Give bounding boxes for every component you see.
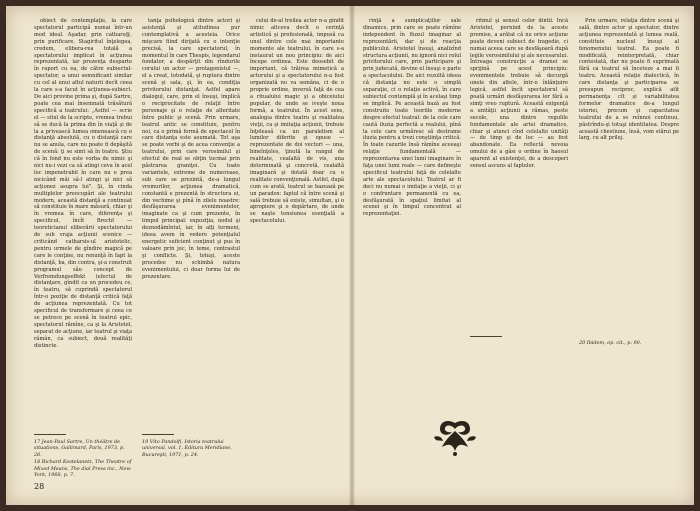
column-text: celui de-al treilea actor n-a gîndit nimic altceva decît o cerinţă artistică şi profesională, impusă ca unul dintre cele mai importante momente ale teatrului, în care s-a instaurat un nou principiu: de aici începe ordinea. Este deosebit de important, că trăirea mimetică a actorului şi a spectatorului n-a fost organizată nu va semăna, ci de o proprie ordine, inversă faţă de cea a ritualului magic şi a obiceiului popular, de unde se iveşte noua formă, a teatrului. În acest sens, analogia dintre teatru şi realitatea vieţii, ca şi imitaţia acţiunii, trebuie înţeleasă ca un paralelism al lumilor diferite şi opuse — reprezentate de doi vectori — una, bineînţeles, ţinută la rangul de realitate, cealaltă de vis, una determinată şi concretă, cealaltă imaginară şi dotată doar cu o realitate convenţională. Astfel, după cum se arată, teatrul se bazează pe un paradox: faptul că între scenă şi sală trebuie să existe, simultan, şi o apropiere şi o depărtare, de unde se naşte tensiunea esenţială a spectacolului. <box>250 18 344 225</box>
book-spread <box>6 6 694 505</box>
text-column-4 <box>363 18 461 418</box>
column-text: ritmul şi sensul celor dintîi. Încă Aristotel, pornind de la aceste premise, a arătat că nu orice acţiune poate deveni subiect de tragedie, ci numai aceea care se desfăşoară după legile verosimilului şi ale necesarului. Întreaga construcţie a dramei se sprijină pe acest principiu: evenimentele trebuie să decurgă unele din altele, într-o înlănţuire logică, astfel încît spectatorul să poată urmări desfăşurarea lor fără a simţi vreo ruptură. Această exigenţă a unităţii acţiunii a rămas, peste secole, una dintre regulile fundamentale ale artei dramatice, chiar şi atunci cînd celelalte unităţi — de timp şi de loc — au fost abandonate. Ea reflectă nevoia omului de a găsi o ordine în haosul aparent al existenţei, de a descoperi sensul ascuns al faptelor. <box>470 18 568 170</box>
footnote: 17 Jean-Paul Sartre, Un théâtre de situations, Gallimard, Paris, 1973, p. 26. <box>34 439 125 458</box>
text-column-6 <box>579 18 679 336</box>
text-column-2 <box>142 18 240 428</box>
footnote: 19 Vito Pandolfi, Istoria teatrului universal, vol. 1, Editura Meridiane, Bucureşti, 1971, p. 24. <box>142 439 232 458</box>
page-number: 28 <box>34 482 45 491</box>
text-column-3 <box>250 18 344 418</box>
footnotes-middle <box>142 439 240 459</box>
footnotes-right <box>579 340 679 347</box>
text-column-1 <box>34 18 132 428</box>
column-text: tanţa psihologică dintre actori şi asistenţă şi atitudinea pur contemplativă a acesteia. Orice mişcare fiind dirijată cu o intenţie precisă, la care spectatorul, în momentul în care Thespis, legendarul fondator, a despărţit din rîndurile corului un actor — protagonistul —, el a creat, totodată, şi ruptura dintre scenă şi sala, şi, în ea, condiţia privitorului distanţat. Astfel apare dialogul, care, prin el însuşi, implică o reciprocitate de relaţii între personaje şi o relaţie de alteritate între public şi scenă. Prin urmare, teatrul antic se constituie, pentru noi, ca o primă formă de spectacol în care distanţa este asumată. Tot aşa se poate vorbi şi de acea convenţie a teatrului, prin care verosimilul şi efectul de real se obţin tocmai prin păstrarea graniţei. Cu toate variantele, extreme de numeroase, sub care se prezintă, de-a lungul vremurilor, acţiunea dramatică, constantă e prezentă în structura ei, din vechime şi pînă în zilele noastre: desfăşurarea evenimentelor, imaginate ca şi cum prezente, în timpul principal: expoziţia, nodul şi deznodămîntul, iar, în alţi termeni, ideea avem în vedere potenţialul energetic suficient conţinut şi pus în valoare prin joc, în teme, contrastul şi conflicte. Şi, totuşi, aceste procedee nu schimbă natura evenimentului, ci doar forma lui de prezentare. <box>142 18 240 280</box>
footnote-rule <box>470 336 502 337</box>
book-gutter <box>349 6 355 505</box>
column-text: Prin urmare, relaţia dintre scenă şi sală, dintre actor şi spectator, dintre acţiunea reprezentată şi lumea reală, constituie nucleul însuşi al fenomenului teatral. Ea poate fi modificată, reinterpretată, chiar contestată, dar nu poate fi suprimată fără ca teatrul să înceteze a mai fi teatru. Această relaţie dialectică, în care distanţa şi participarea se presupun reciproc, explică atît permanenţa cît şi variabilitatea formelor dramatice de-a lungul istoriei, precum şi capacitatea teatrului de a se reînnoi continuu, păstrîndu-şi totuşi identitatea. Despre această chestiune, însă, vom stărui pe larg, cu alt prilej. <box>579 18 679 142</box>
footnotes-left <box>34 439 132 479</box>
flourish-ornament-icon <box>428 417 482 457</box>
column-text: obiect de contemplaţie, la care spectatorul participă numai într-un mod ideal. Aşadar, prin cathars@, prin purificare, Stagiritul înţelegea, credem, elibera-rea totală a spectatorului implicat în acţiunea reprezentată, iar prezenţa desparte în raport cu ea, de către subiectul-spectator, a unui semnificant similar cu cel al unui altul naturii decît ceea la care s-a facut în acţiunea-subiect. De aici provine prima şi, după Sartre, poate cea mai însemnată trăsătură specifică a teatrului: „Astfel — scrie el — situl de la scripte, vremea trebui să se ducă la prima din în viaţă şi de la a privească lumea omenească cu o distanţă absolută, cu o distanţă care nu se anula, care nu poate fi depăşită de scenă: ţi se simt să în teatru. Ştiu că în fond nu este vorba de nimic şi nici nu-i vezi ca să atingi ceva în acel loc impenetrabil în care nu e prea nicicând măi să-l atingi şi nici să acţionez asupra lui". Şi, în cinda multiplelor preocupări ale teatrului modern, această distanţă a continuat să constituie în mare măsură, chiar şi în vremea în care, diferenţa şi specificul, încît Brecht — teoreticianul eliberării spectatorului de sub vraja acţiunii scenice — criticând catharsis-ul aristotelic, pentru urmele de gîndire magică pe care le conţine, nu renunţă în fapt la distanţă, ba, din contra, şi-a construit programul său concept de Verfremdungseffekt (efectul de distanţare, gîndit ca un procedeu ce, în teatru, să cuprindă spectatorul într-o poziţie de distanţă critică faţă de acţiunea reprezentată. Cu tot specificul de transformare şi ceea ce se petrece pe scenă în teatrul epic, spectatorul rămîne, ca şi la Aristotel, separat de acţiune, iar teatrul şi viaţa rămân, ca subiect, două realităţi distincte. <box>34 18 132 349</box>
text-column-5 <box>470 18 568 418</box>
footnote-rule <box>34 434 66 435</box>
footnote-rule <box>142 434 174 435</box>
footnote: 18 Richard Kostelanetz, The Theatre of Mixed Means, The dial Press inc., New York, 1968, p. 7. <box>34 459 132 479</box>
footnote: 20 Ibidem, op. cit., p. 90. <box>579 340 642 346</box>
column-text: rinţă a sumplicaţiilor sale dinamice, prin care se poate rămîne independent în fluxul imaginar al reprezentării, dar şi de reacţia publicului. Aristotel însuşi, analizînd structura acţiunii, nu ignoră nici rolul privitorului care, prin participare şi prin judecată, devine el însuşi o parte a spectacolului. De aici rezultă ideea că distanţa nu este o simplă separaţie, ci o relaţie activă, în care subiectul contemplă şi în acelaşi timp se implică. Pe această bază au fost construite toate teoriile moderne despre efectul teatral: de la cele care caută iluzia perfectă a realului, pînă la cele care urmăresc să destrame iluzia pentru a trezi conştiinţa critică. În toate cazurile însă rămîne aceeaşi relaţie fundamentală — reprezentarea unei lumi imaginare în faţa unei lumi reale — care defineşte specificul teatrului faţă de celelalte arte ale spectacolului. Teatrul ar fi deci nu numai o imitaţie a vieţii, ci şi o confruntare permanentă cu ea, desfăşurată în spaţiul limitat al scenei şi în timpul concentrat al reprezentaţiei. <box>363 18 461 218</box>
